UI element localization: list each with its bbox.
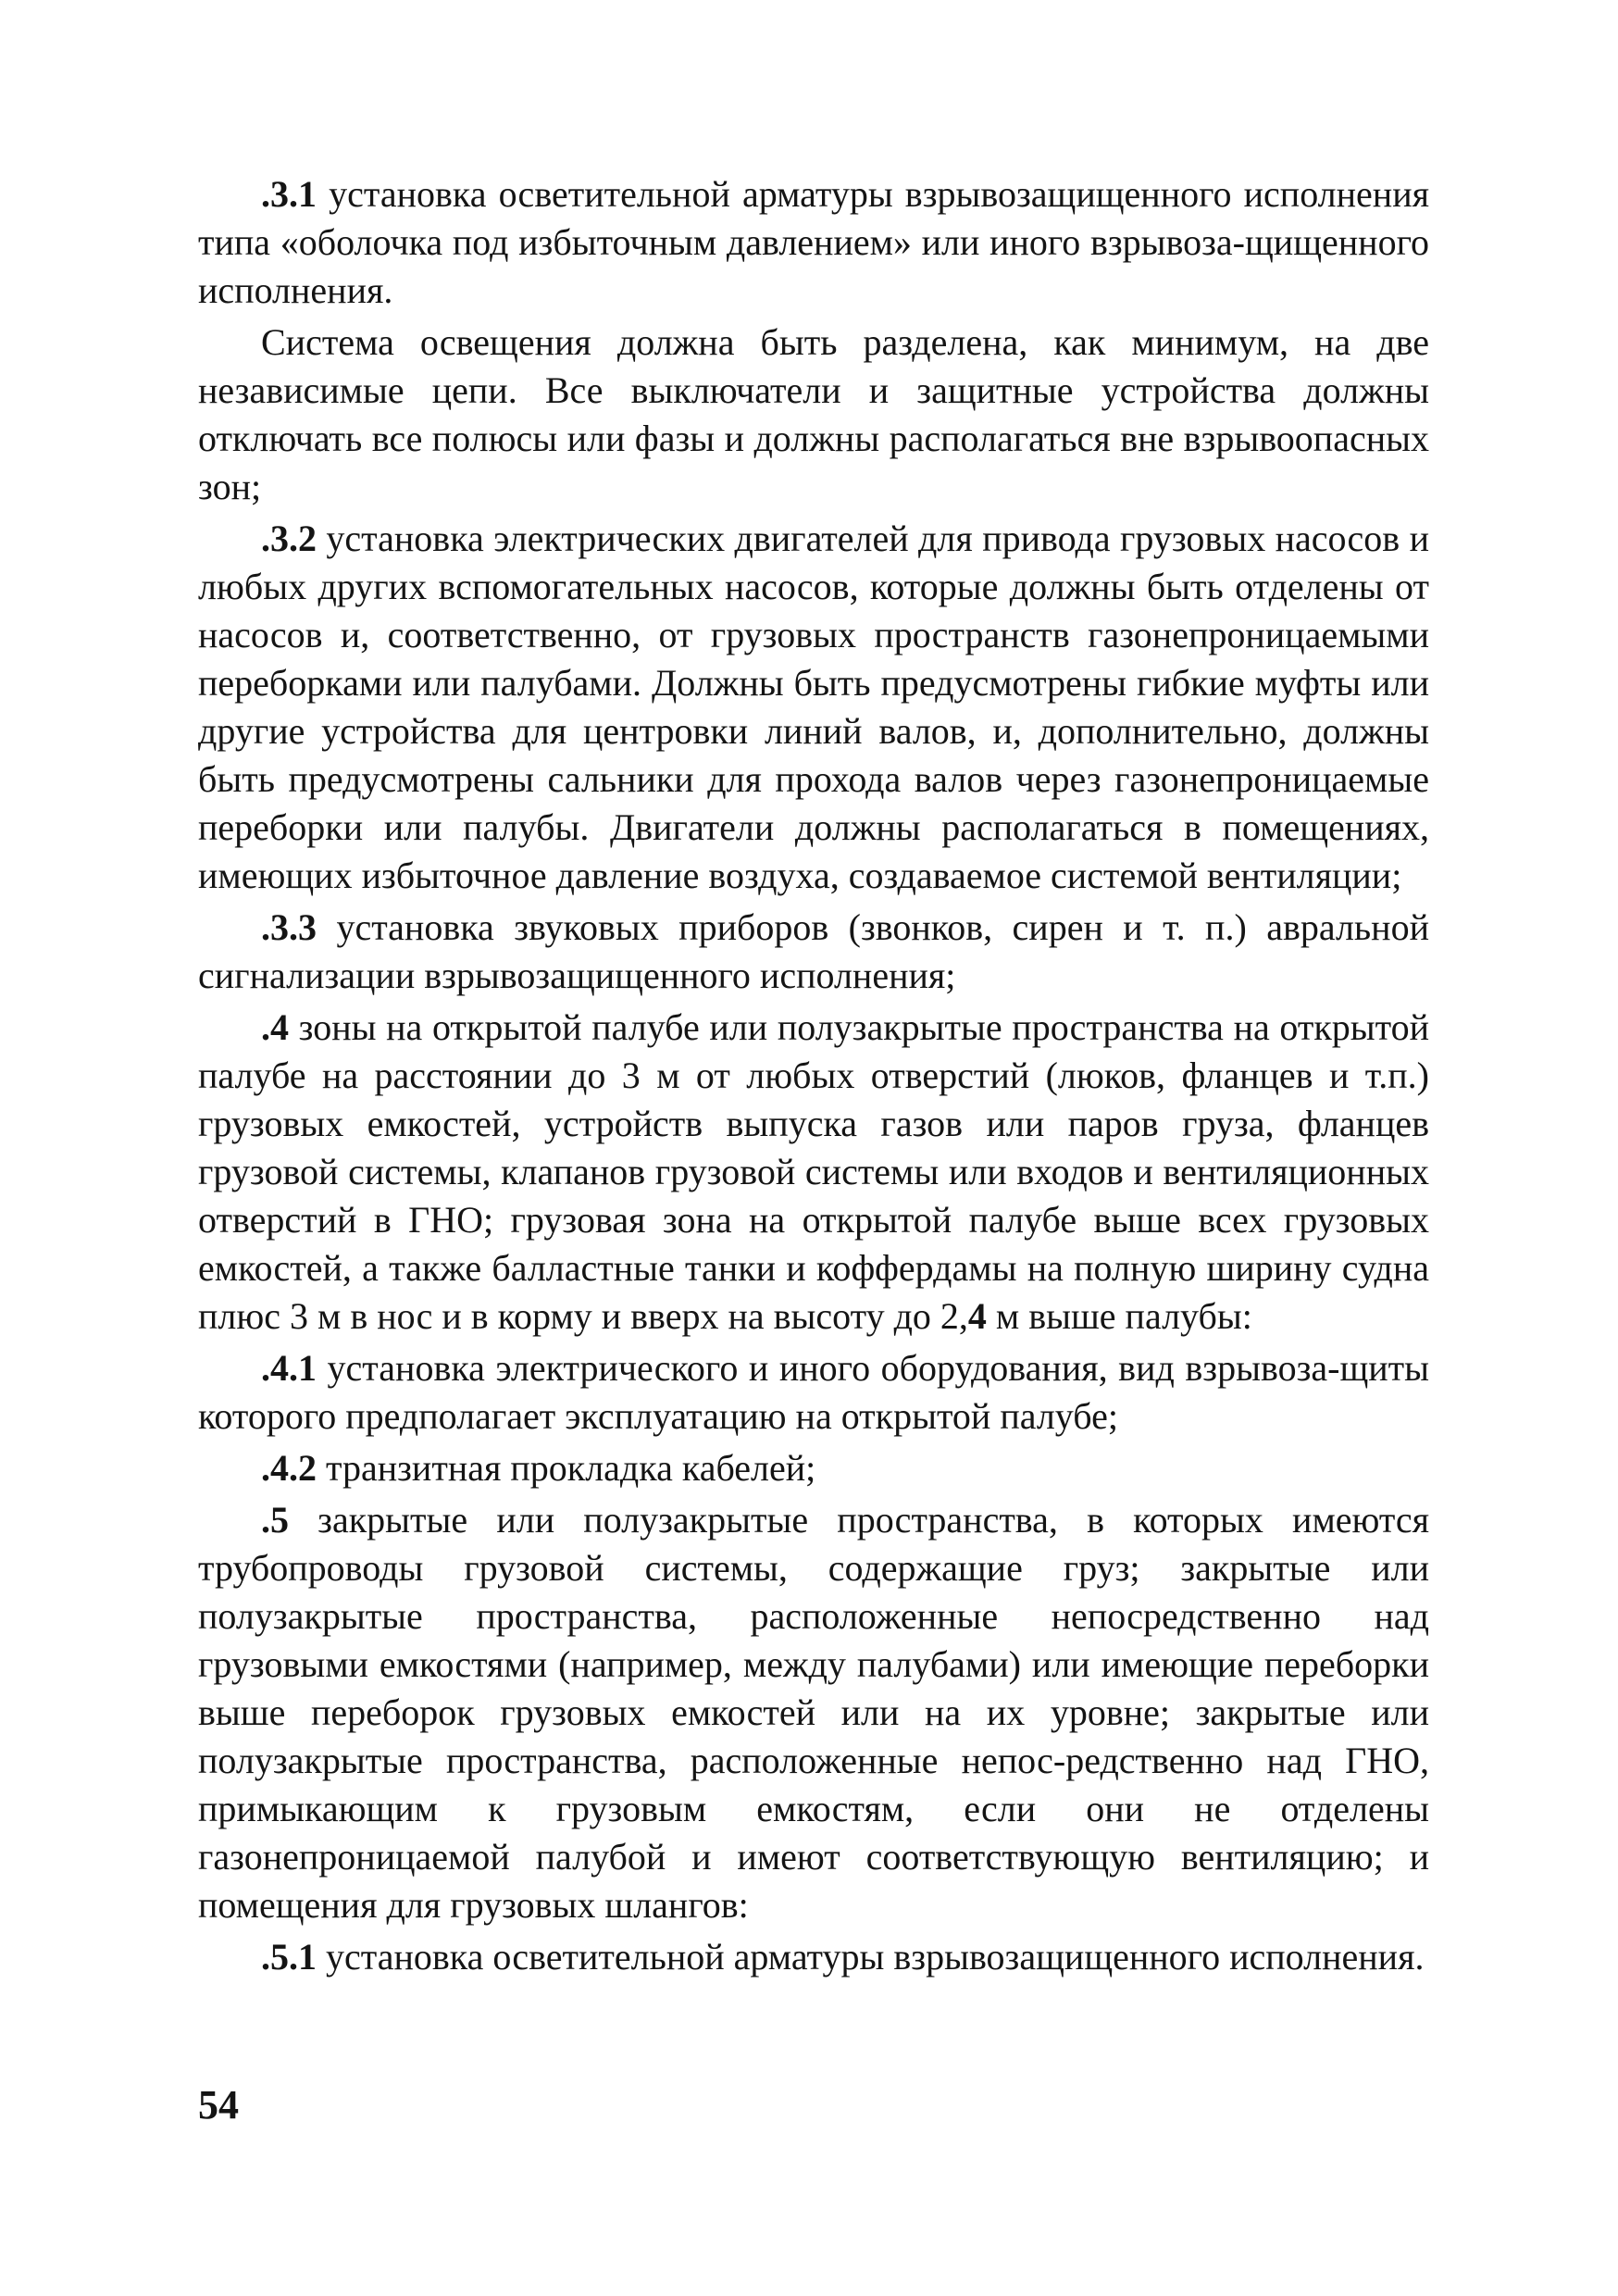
page-number: 54 [198,2082,239,2128]
item-number: .4 [261,1006,289,1048]
bold-digit: 4 [967,1295,987,1337]
paragraph-text: Система освещения должна быть разделена, как минимум, на две независимые цепи. Все выключатели и защитные устройства должны отключать все полюсы или фазы и должны располагаться вне взрывоопасных зон; [198,321,1429,507]
item-number: .4.2 [261,1447,317,1489]
paragraph-3-3 [198,904,1429,1000]
paragraph-text: зоны на открытой палубе или полузакрытые пространства на открытой палубе на расстоянии до 3 м от любых отверстий (люков, фланцев и т.п.) грузовых емкостей, устройств выпуска газов или паров груза, фланцев грузовой системы, клапанов грузовой системы или входов и вентиляционных отверстий в ГНО; грузовая зона на открытой палубе выше всех грузовых емкостей, а также балластные танки и коффердамы на полную ширину судна плюс 3 м в нос и в корму и вверх на высоту до 2, [198,1006,1429,1337]
item-number: .5 [261,1499,289,1541]
item-number: .5.1 [261,1936,317,1978]
paragraph-lighting-system [198,318,1429,511]
paragraph-3-1 [198,170,1429,315]
paragraph-text: установка звуковых приборов (звонков, сирен и т. п.) авральной сигнализации взрывозащищенного исполнения; [198,906,1429,996]
paragraph-5 [198,1496,1429,1929]
paragraph-3-2 [198,515,1429,900]
item-number: .4.1 [261,1347,317,1389]
paragraph-text: установка электрических двигателей для привода грузовых насосов и любых других вспомогательных насосов, которые должны быть отделены от насосов и, соответственно, от грузовых пространств газонепроницаемыми переборками или палубами. Должны быть предусмотрены гибкие муфты или другие устройства для центровки линий валов, и, дополнительно, должны быть предусмотрены сальники для прохода валов через газонепроницаемые переборки или палубы. Двигатели должны располагаться в помещениях, имеющих избыточное давление воздуха, создаваемое системой вентиляции; [198,518,1429,896]
paragraph-text-tail: м выше палубы: [986,1295,1252,1337]
paragraph-text: установка осветительной арматуры взрывозащищенного исполнения. [317,1936,1425,1978]
page-body [198,170,1429,1985]
item-number: .3.1 [261,173,317,215]
paragraph-text: транзитная прокладка кабелей; [317,1447,816,1489]
item-number: .3.3 [261,906,317,948]
paragraph-4-2 [198,1444,1429,1492]
paragraph-5-1 [198,1933,1429,1981]
paragraph-4-1 [198,1344,1429,1441]
paragraph-4 [198,1004,1429,1341]
paragraph-text: установка электрического и иного оборудования, вид взрывоза-щиты которого предполагает эксплуатацию на открытой палубе; [198,1347,1429,1437]
item-number: .3.2 [261,518,317,559]
paragraph-text: закрытые или полузакрытые пространства, в которых имеются трубопроводы грузовой системы, содержащие груз; закрытые или полузакрытые пространства, расположенные непосредственно над грузовыми емкостями (например, между палубами) или имеющие переборки выше переборок грузовых емкостей или на их уровне; закрытые или полузакрытые пространства, расположенные непос-редственно над ГНО, примыкающим к грузовым емкостям, если они не отделены газонепроницаемой палубой и имеют соответствующую вентиляцию; и помещения для грузовых шлангов: [198,1499,1429,1926]
paragraph-text: установка осветительной арматуры взрывозащищенного исполнения типа «оболочка под избыточным давлением» или иного взрывоза-щищенного исполнения. [198,173,1429,311]
